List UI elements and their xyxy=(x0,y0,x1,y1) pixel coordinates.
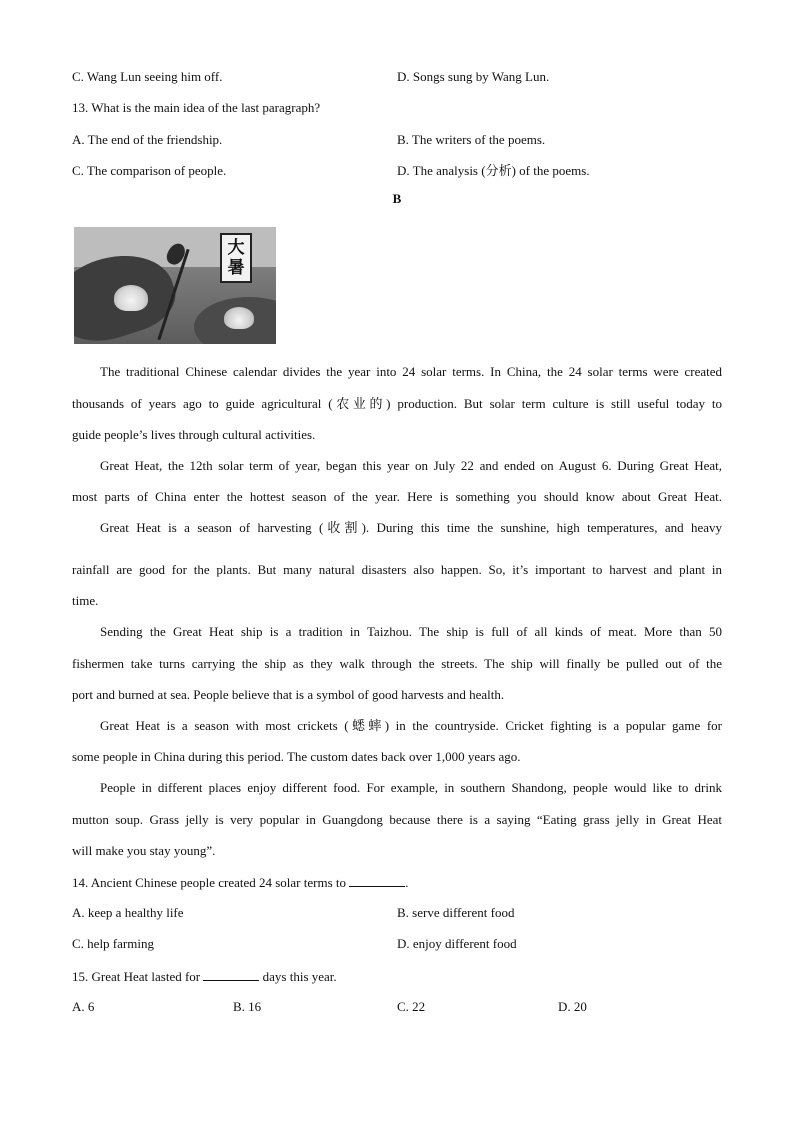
q12-option-d: D. Songs sung by Wang Lun. xyxy=(397,69,550,84)
great-heat-illustration xyxy=(74,227,276,344)
q14-option-b: B. serve different food xyxy=(397,905,515,920)
q13-option-c: C. The comparison of people. xyxy=(72,163,227,178)
q14-question-text: 14. Ancient Chinese people created 24 solar terms to xyxy=(72,875,347,890)
answer-blank xyxy=(349,874,405,887)
q15-option-b: B. 16 xyxy=(233,999,262,1014)
q14-question xyxy=(72,874,722,891)
passage-p3-line3: time. xyxy=(72,593,99,608)
illustration-char-1: 大 xyxy=(227,238,245,258)
q13-question: 13. What is the main idea of the last paragraph? xyxy=(72,100,321,115)
q13-option-a: A. The end of the friendship. xyxy=(72,132,223,147)
q15-option-a: A. 6 xyxy=(72,999,95,1014)
q15-question-end: days this year. xyxy=(262,969,337,984)
q15-question-text: 15. Great Heat lasted for xyxy=(72,969,201,984)
passage-p1-line2: thousands of years ago to guide agricultural (农业的) production. But solar term culture is still useful today to xyxy=(72,396,722,411)
q14-option-a: A. keep a healthy life xyxy=(72,905,184,920)
passage-p3-line1: Great Heat is a season of harvesting (收割). During this time the sunshine, high temperatures, and heavy xyxy=(100,520,722,535)
passage-p4-line2: fishermen take turns carrying the ship as they walk through the streets. The ship will finally be pulled out of the xyxy=(72,656,722,671)
q14-option-d: D. enjoy different food xyxy=(397,936,517,951)
q15-question xyxy=(72,968,722,985)
passage-p6-line2: mutton soup. Grass jelly is very popular in Guangdong because there is a saying “Eating grass jelly in Great Heat xyxy=(72,812,722,827)
passage-p1-line1: The traditional Chinese calendar divides the year into 24 solar terms. In China, the 24 solar terms were created xyxy=(100,364,722,379)
passage-p5-line2: some people in China during this period. The custom dates back over 1,000 years ago. xyxy=(72,749,521,764)
passage-p6-line3: will make you stay young”. xyxy=(72,843,216,858)
lotus-flower-icon xyxy=(224,307,254,329)
passage-p2-line2: most parts of China enter the hottest season of the year. Here is something you should know about Great Heat. xyxy=(72,489,722,504)
q15-option-c: C. 22 xyxy=(397,999,426,1014)
answer-blank xyxy=(203,968,259,981)
passage-p2-line1: Great Heat, the 12th solar term of year, began this year on July 22 and ended on August 6. During Great Heat, xyxy=(100,458,722,473)
q15-option-d: D. 20 xyxy=(558,999,587,1014)
great-heat-label xyxy=(220,233,252,283)
passage-p4-line1: Sending the Great Heat ship is a tradition in Taizhou. The ship is full of all kinds of meat. More than 50 xyxy=(100,624,722,639)
passage-p4-line3: port and burned at sea. People believe that is a symbol of good harvests and health. xyxy=(72,687,505,702)
q13-option-d: D. The analysis (分析) of the poems. xyxy=(397,163,590,178)
passage-p3-line2: rainfall are good for the plants. But many natural disasters also happen. So, it’s important to harvest and plant in xyxy=(72,562,722,577)
section-label: B xyxy=(392,191,402,206)
illustration-char-2: 暑 xyxy=(227,258,245,278)
q12-option-c: C. Wang Lun seeing him off. xyxy=(72,69,223,84)
q14-option-c: C. help farming xyxy=(72,936,154,951)
passage-p6-line1: People in different places enjoy different food. For example, in southern Shandong, people would like to drink xyxy=(100,780,722,795)
passage-p1-line3: guide people’s lives through cultural activities. xyxy=(72,427,316,442)
q14-question-end: . xyxy=(405,875,409,890)
q13-option-b: B. The writers of the poems. xyxy=(397,132,546,147)
passage-p5-line1: Great Heat is a season with most crickets (蟋蟀) in the countryside. Cricket fighting is a popular game for xyxy=(100,718,722,733)
lotus-flower-icon xyxy=(114,285,148,311)
